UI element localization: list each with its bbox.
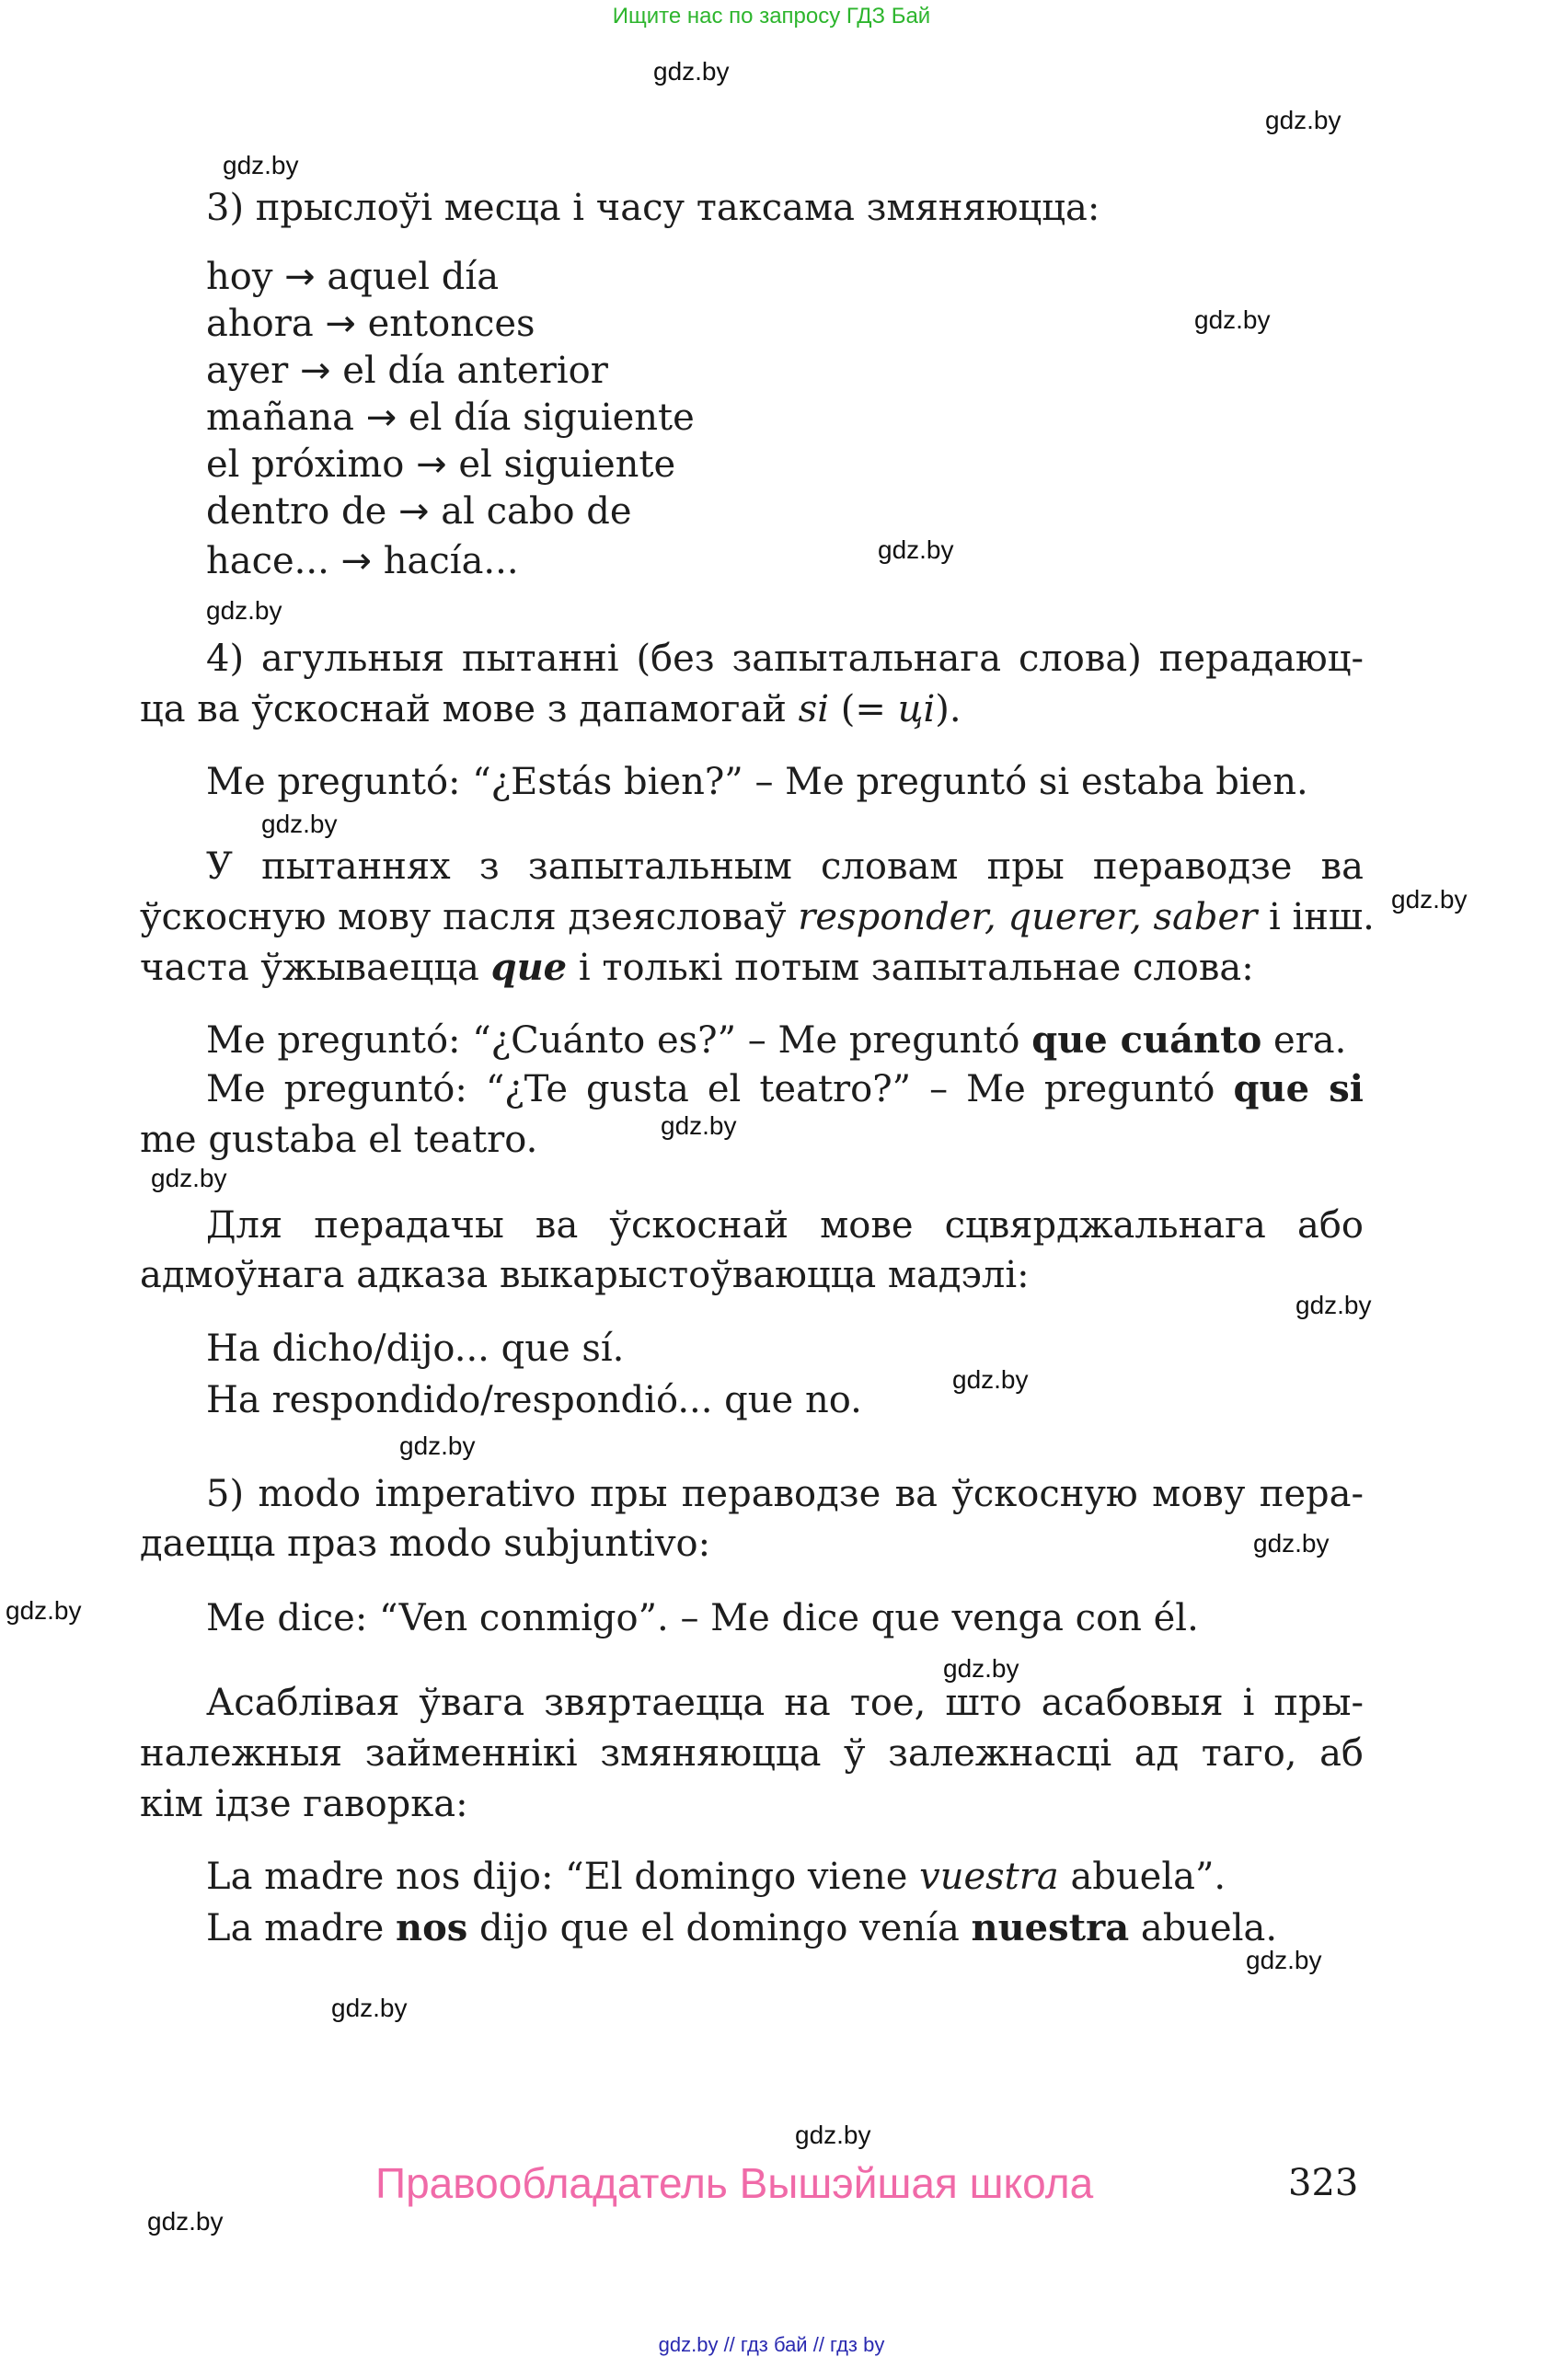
paragraph-line: У пытаннях з запытальным словам пры пераводзе ва <box>206 845 1364 888</box>
adverb-pair: mañana → el día siguiente <box>206 397 695 439</box>
section5-heading-line1: 5) modo imperativo пры пераводзе ва ўскосную мову пера- <box>206 1473 1364 1515</box>
adverb-pair: dentro de → al cabo de <box>206 490 632 533</box>
arrow-icon: → <box>398 490 430 533</box>
model-no: Ha respondido/respondió... que no. <box>206 1379 862 1421</box>
example-yes-no-question: Me preguntó: “¿Estás bien?” – Me preguntó si estaba bien. <box>206 761 1308 803</box>
example-pronoun-direct: La madre nos dijo: “El domingo viene vuestra abuela”. <box>206 1856 1226 1898</box>
adverb-pair: hoy → aquel día <box>206 256 500 298</box>
section4-heading-line2: ца ва ўскоснай мове з дапамогай si (= ці). <box>140 688 961 730</box>
arrow-icon: → <box>325 303 356 345</box>
section3-heading: 3) прыслоўі месца і часу таксама змяняюцца: <box>206 187 1100 229</box>
watermark: gdz.by <box>1246 1946 1322 1974</box>
watermark: gdz.by <box>653 57 730 86</box>
paragraph-line: ўскосную мову пасля дзеясловаў responder, querer, saber і інш. <box>140 896 1375 938</box>
watermark: gdz.by <box>399 1431 476 1460</box>
example-teatro-line1: Me preguntó: “¿Te gusta el teatro?” – Me preguntó que si <box>206 1067 1364 1110</box>
arrow-icon: → <box>299 350 331 392</box>
arrow-icon: → <box>284 256 316 298</box>
watermark: gdz.by <box>795 2121 871 2149</box>
watermark: gdz.by <box>952 1365 1029 1394</box>
copyright-holder: Правообладатель Вышэйшая школа <box>375 2159 1094 2207</box>
watermark: gdz.by <box>206 596 282 625</box>
paragraph-line: кім ідзе гаворка: <box>140 1783 468 1825</box>
paragraph-line: Для перадачы ва ўскоснай мове сцвярджальнага або <box>206 1204 1364 1247</box>
arrow-icon: → <box>340 540 373 582</box>
watermark: gdz.by <box>1265 106 1341 134</box>
paragraph-line: належныя займеннікі змяняюцца ў залежнасці ад таго, аб <box>140 1732 1364 1775</box>
watermark: gdz.by <box>261 810 338 838</box>
section5-heading-line2: даецца праз modo subjuntivo: <box>140 1523 711 1565</box>
adverb-pair: hace... → hacía... <box>206 540 519 582</box>
paragraph-line: адмоўнага адказа выкарыстоўваюцца мадэлі: <box>140 1254 1030 1296</box>
watermark: gdz.by <box>223 151 299 179</box>
top-banner[interactable]: Ищите нас по запросу ГДЗ Бай <box>612 4 931 29</box>
example-cuanto: Me preguntó: “¿Cuánto es?” – Me preguntó que cuánto era. <box>206 1018 1347 1062</box>
watermark: gdz.by <box>1194 305 1271 334</box>
watermark: gdz.by <box>147 2207 224 2236</box>
page-number: 323 <box>1288 2162 1359 2204</box>
section4-heading-line1: 4) агульныя пытанні (без запытальнага слова) перадаюц- <box>206 638 1364 680</box>
watermark: gdz.by <box>661 1111 737 1140</box>
example-pronoun-indirect: La madre nos dijo que el domingo venía nuestra abuela. <box>206 1906 1278 1949</box>
model-yes: Ha dicho/dijo... que sí. <box>206 1328 625 1370</box>
adverb-pair: ayer → el día anterior <box>206 350 608 392</box>
watermark: gdz.by <box>331 1994 408 2022</box>
watermark: gdz.by <box>6 1596 82 1625</box>
arrow-icon: → <box>416 443 447 486</box>
footer-links[interactable]: gdz.by // гдз бай // гдз by <box>658 2333 885 2356</box>
watermark: gdz.by <box>1295 1291 1372 1319</box>
adverb-pair: el próximo → el siguiente <box>206 443 676 486</box>
example-teatro-line2: me gustaba el teatro. <box>140 1119 538 1161</box>
paragraph-line: Асаблівая ўвага звяртаецца на тое, што асабовыя і пры- <box>206 1682 1364 1724</box>
watermark: gdz.by <box>878 535 954 564</box>
watermark: gdz.by <box>1253 1529 1330 1558</box>
watermark: gdz.by <box>943 1654 1019 1683</box>
watermark: gdz.by <box>151 1164 227 1192</box>
example-imperative: Me dice: “Ven conmigo”. – Me dice que venga con él. <box>206 1597 1199 1639</box>
adverb-pair: ahora → entonces <box>206 303 535 345</box>
watermark: gdz.by <box>1391 885 1468 914</box>
arrow-icon: → <box>365 397 397 439</box>
paragraph-line: часта ўжываецца que і толькі потым запытальнае слова: <box>140 946 1254 989</box>
